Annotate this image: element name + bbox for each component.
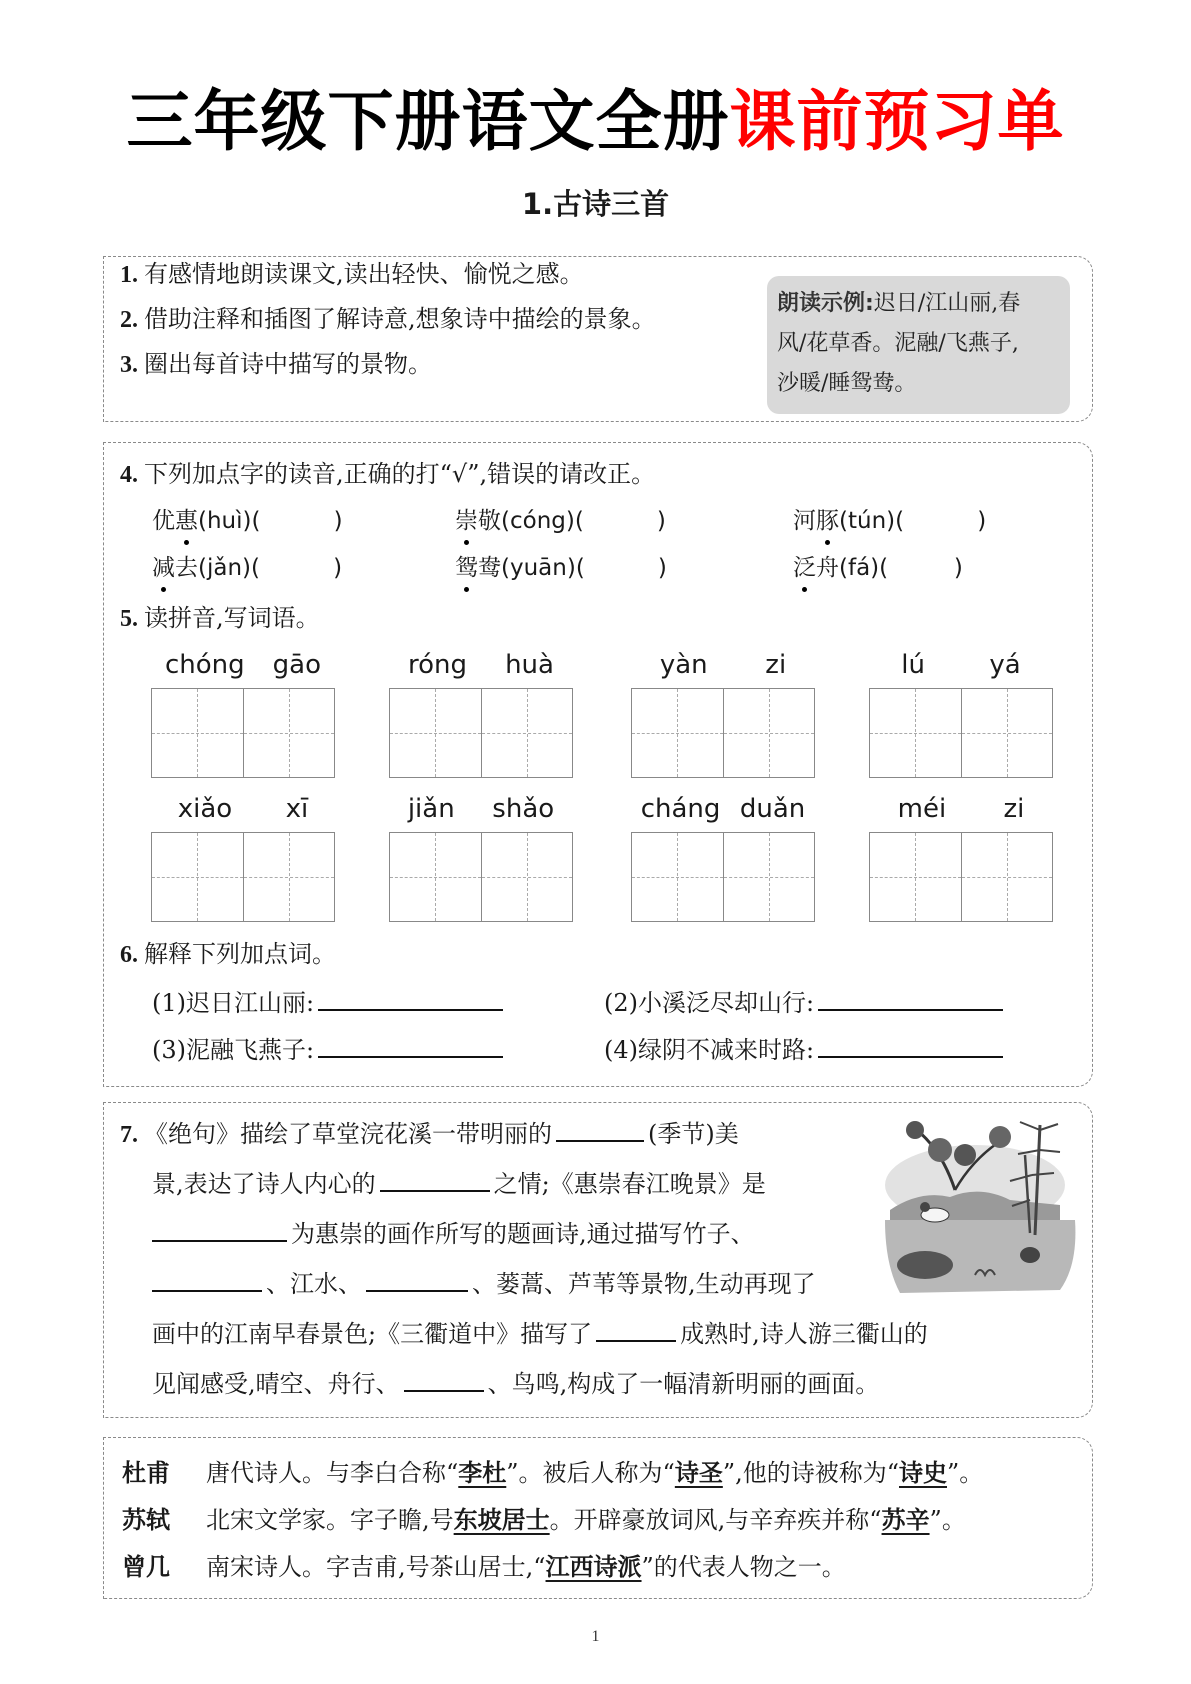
q4-item-6[interactable]: 泛舟(fá)( ) — [793, 552, 963, 584]
answer-line[interactable] — [318, 1034, 503, 1058]
q4-item-2[interactable]: 崇敬(cóng)( ) — [455, 505, 666, 537]
write-cell[interactable] — [244, 689, 335, 777]
author-su-shi: 苏轼 北宋文学家。字子瞻,号东坡居士。开辟豪放词风,与辛弃疾并称“苏辛”。 — [122, 1506, 966, 1534]
answer-line[interactable] — [556, 1118, 644, 1142]
q7-line-6: 见闻感受,晴空、舟行、 、鸟鸣,构成了一幅清新明丽的画面。 — [152, 1370, 880, 1398]
page-number: 1 — [591, 1628, 600, 1645]
q5-prompt: 5. 读拼音,写词语。 — [120, 604, 320, 632]
write-cell[interactable] — [632, 689, 724, 777]
spring-river-scene-illustration — [880, 1115, 1085, 1305]
answer-line[interactable] — [818, 1034, 1003, 1058]
goal-3: 3. 圈出每首诗中描写的景物。 — [120, 350, 432, 378]
answer-line[interactable] — [380, 1168, 490, 1192]
write-cell[interactable] — [962, 833, 1053, 921]
page-title — [0, 82, 1191, 162]
answer-line[interactable] — [152, 1218, 287, 1242]
q4-prompt: 4. 下列加点字的读音,正确的打“√”,错误的请改正。 — [120, 460, 656, 488]
write-cell[interactable] — [962, 689, 1053, 777]
write-cell[interactable] — [482, 833, 573, 921]
answer-blank[interactable]: ( ) — [895, 508, 987, 534]
author-zeng-ji: 曾几 南宋诗人。字吉甫,号茶山居士,“江西诗派”的代表人物之一。 — [122, 1553, 846, 1581]
q4-item-5[interactable]: 鸳鸯(yuān)( ) — [455, 552, 667, 584]
q7-line-2: 景,表达了诗人内心的 之情;《惠崇春江晚景》是 — [152, 1170, 766, 1198]
goal-2: 2. 借助注释和插图了解诗意,想象诗中描绘的景象。 — [120, 305, 656, 333]
answer-blank[interactable]: ( ) — [251, 555, 343, 581]
word-grid-5[interactable]: xiǎo xī — [151, 792, 335, 922]
write-cell[interactable] — [152, 833, 244, 921]
q4-item-3[interactable]: 河豚(tún)( ) — [793, 505, 986, 537]
goal-1: 1. 有感情地朗读课文,读出轻快、愉悦之感。 — [120, 260, 584, 288]
q6-item-2: (2)小溪泛尽却山行: — [604, 987, 1007, 1019]
write-cell[interactable] — [724, 689, 815, 777]
write-cell[interactable] — [724, 833, 815, 921]
author-du-fu: 杜甫 唐代诗人。与李白合称“李杜”。被后人称为“诗圣”,他的诗被称为“诗史”。 — [122, 1459, 984, 1487]
q7-line-4: 、江水、 、蒌蒿、芦苇等景物,生动再现了 — [152, 1268, 816, 1300]
title-highlight: 课前预习单 — [729, 83, 1065, 160]
write-cell[interactable] — [482, 689, 573, 777]
answer-line[interactable] — [318, 987, 503, 1011]
example-label: 朗读示例: — [777, 291, 874, 316]
lesson-title: 1.古诗三首 — [521, 187, 670, 221]
word-grid-7[interactable]: cháng duǎn — [631, 792, 815, 922]
q7-line-3: 为惠崇的画作所写的题画诗,通过描写竹子、 — [152, 1218, 755, 1250]
answer-line[interactable] — [818, 987, 1003, 1011]
write-cell[interactable] — [870, 833, 962, 921]
answer-blank[interactable]: ( ) — [251, 508, 343, 534]
answer-blank[interactable]: ( ) — [574, 508, 666, 534]
word-grid-8[interactable]: méi zi — [869, 792, 1053, 922]
q4-item-1[interactable]: 优惠(huì)( ) — [152, 505, 343, 537]
write-cell[interactable] — [152, 689, 244, 777]
title-main: 三年级下册语文全册 — [126, 83, 730, 160]
word-grid-4[interactable]: lú yá — [869, 648, 1053, 778]
answer-line[interactable] — [596, 1318, 676, 1342]
answer-blank[interactable]: ( ) — [879, 555, 963, 581]
word-grid-6[interactable]: jiǎn shǎo — [389, 792, 573, 922]
q6-item-4: (4)绿阴不减来时路: — [604, 1034, 1007, 1066]
answer-line[interactable] — [366, 1268, 468, 1292]
write-cell[interactable] — [244, 833, 335, 921]
q4-item-4[interactable]: 减去(jǎn)( ) — [152, 552, 342, 584]
word-grid-2[interactable]: róng huà — [389, 648, 573, 778]
write-cell[interactable] — [390, 689, 482, 777]
write-cell[interactable] — [870, 689, 962, 777]
answer-line[interactable] — [404, 1368, 484, 1392]
q6-item-3: (3)泥融飞燕子: — [152, 1034, 507, 1066]
word-grid-3[interactable]: yàn zi — [631, 648, 815, 778]
reading-example-note: 朗读示例:迟日/江山丽,春 风/花草香。泥融/飞燕子, 沙暖/睡鸳鸯。 — [767, 276, 1070, 414]
word-grid-1[interactable]: chóng gāo — [151, 648, 335, 778]
q6-prompt: 6. 解释下列加点词。 — [120, 940, 336, 968]
q6-item-1: (1)迟日江山丽: — [152, 987, 507, 1019]
q7-line-5: 画中的江南早春景色;《三衢道中》描写了 成熟时,诗人游三衢山的 — [152, 1320, 928, 1348]
answer-line[interactable] — [152, 1268, 262, 1292]
answer-blank[interactable]: ( ) — [575, 555, 667, 581]
q7-line-1: 7. 《绝句》描绘了草堂浣花溪一带明丽的 (季节)美 — [120, 1120, 739, 1148]
write-cell[interactable] — [390, 833, 482, 921]
write-cell[interactable] — [632, 833, 724, 921]
